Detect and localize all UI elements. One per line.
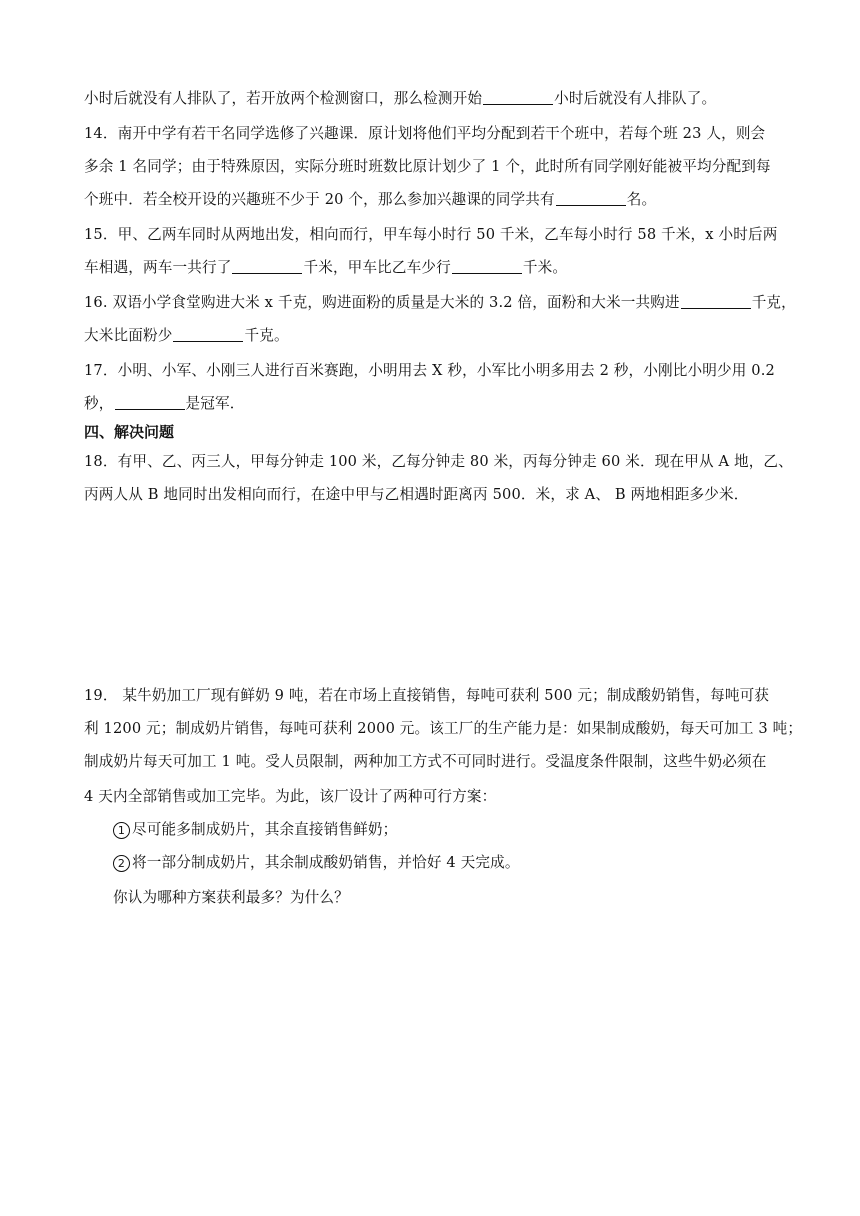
q15-line-2 — [84, 258, 810, 278]
q17-text-1: 17．小明、小军、小刚三人进行百米赛跑，小明用去 X 秒，小军比小明多用去 2 秒，小刚比小明少用 0.2 — [84, 362, 775, 379]
q18-text-2: 丙两人从 B 地同时出发相向而行，在途中甲与乙相遇时距离丙 500．米，求 A、 B 两地相距多少米． — [84, 486, 749, 503]
q16-text-1b: 千克， — [751, 294, 796, 311]
circled-number-1-icon: 1 — [113, 822, 130, 839]
q19-option-1 — [113, 820, 810, 840]
q14-line-1 — [84, 124, 810, 144]
q14-text-2: 多余 1 名同学；由于特殊原因，实际分班时班数比原计划少了 1 个，此时所有同学刚好能被平均分配到每 — [84, 158, 771, 175]
q17-text-2b: 是冠军． — [185, 395, 245, 412]
q14-answer-blank[interactable] — [556, 191, 626, 206]
q15-text-1: 15．甲、乙两车同时从两地出发，相向而行，甲车每小时行 50 千米，乙车每小时行 58 千米，x 小时后两 — [84, 226, 778, 243]
q19-line-2 — [84, 719, 810, 739]
q13-answer-blank[interactable] — [483, 90, 553, 105]
q16-line-1 — [84, 293, 810, 313]
q19-option-1-text: 尽可能多制成奶片，其余直接销售鲜奶； — [132, 821, 398, 838]
q19-text-2: 利 1200 元；制成奶片销售，每吨可获利 2000 元。该工厂的生产能力是：如果制成酸奶，每天可加工 3 吨； — [84, 720, 803, 737]
q14-text-3b: 名。 — [626, 191, 657, 208]
section-4-heading: 四、解决问题 — [84, 423, 175, 441]
q15-answer-blank-1[interactable] — [232, 259, 302, 274]
q16-answer-blank-1[interactable] — [681, 294, 751, 309]
q16-text-2b: 千克。 — [244, 327, 289, 344]
q13-text-a: 小时后就没有人排队了，若开放两个检测窗口，那么检测开始 — [84, 90, 483, 107]
q19-text-3: 制成奶片每天可加工 1 吨。受人员限制，两种加工方式不可同时进行。受温度条件限制，这些牛奶必须在 — [84, 753, 767, 770]
q17-line-2 — [84, 394, 810, 414]
q19-option-2 — [113, 853, 810, 873]
q14-line-2 — [84, 157, 810, 177]
q18-line-1 — [84, 452, 810, 472]
q17-text-2a: 秒， — [84, 395, 114, 412]
q17-answer-blank[interactable] — [115, 395, 185, 410]
q19-line-3 — [84, 752, 810, 772]
q17-line-1 — [84, 361, 810, 381]
q13-text-b: 小时后就没有人排队了。 — [554, 90, 717, 107]
q15-text-2a: 车相遇，两车一共行了 — [84, 259, 232, 276]
q15-text-2c: 千米。 — [522, 259, 568, 276]
q16-text-2a: 大米比面粉少 — [84, 327, 173, 344]
q14-text-3a: 个班中．若全校开设的兴趣班不少于 20 个，那么参加兴趣课的同学共有 — [84, 191, 555, 208]
q14-line-3 — [84, 190, 810, 210]
q13-tail-line — [84, 89, 810, 109]
q19-option-2-text: 将一部分制成奶片，其余制成酸奶销售，并恰好 4 天完成。 — [132, 854, 520, 871]
circled-number-2-icon: 2 — [113, 855, 130, 872]
q15-line-1 — [84, 225, 810, 245]
q15-text-2b: 千米，甲车比乙车少行 — [303, 259, 451, 276]
q19-line-1 — [84, 686, 810, 706]
q16-text-1a: 16. 双语小学食堂购进大米 x 千克，购进面粉的质量是大米的 3.2 倍，面粉和大米一共购进 — [84, 294, 680, 311]
q16-line-2 — [84, 326, 810, 346]
q15-answer-blank-2[interactable] — [452, 259, 522, 274]
q19-text-1: 19． 某牛奶加工厂现有鲜奶 9 吨，若在市场上直接销售，每吨可获利 500 元；制成酸奶销售，每吨可获 — [84, 687, 770, 704]
q16-answer-blank-2[interactable] — [173, 327, 243, 342]
q19-question-line — [113, 888, 810, 908]
q14-text-1: 14．南开中学有若干名同学选修了兴趣课．原计划将他们平均分配到若干个班中，若每个班 23 人，则会 — [84, 125, 766, 142]
q18-line-2 — [84, 485, 810, 505]
q19-line-4 — [84, 787, 810, 807]
q19-text-4: 4 天内全部销售或加工完毕。为此，该厂设计了两种可行方案： — [84, 788, 497, 805]
q19-question-text: 你认为哪种方案获利最多？为什么？ — [113, 889, 349, 906]
q18-text-1: 18．有甲、乙、丙三人，甲每分钟走 100 米，乙每分钟走 80 米，丙每分钟走 60 米．现在甲从 A 地，乙、 — [84, 453, 793, 470]
